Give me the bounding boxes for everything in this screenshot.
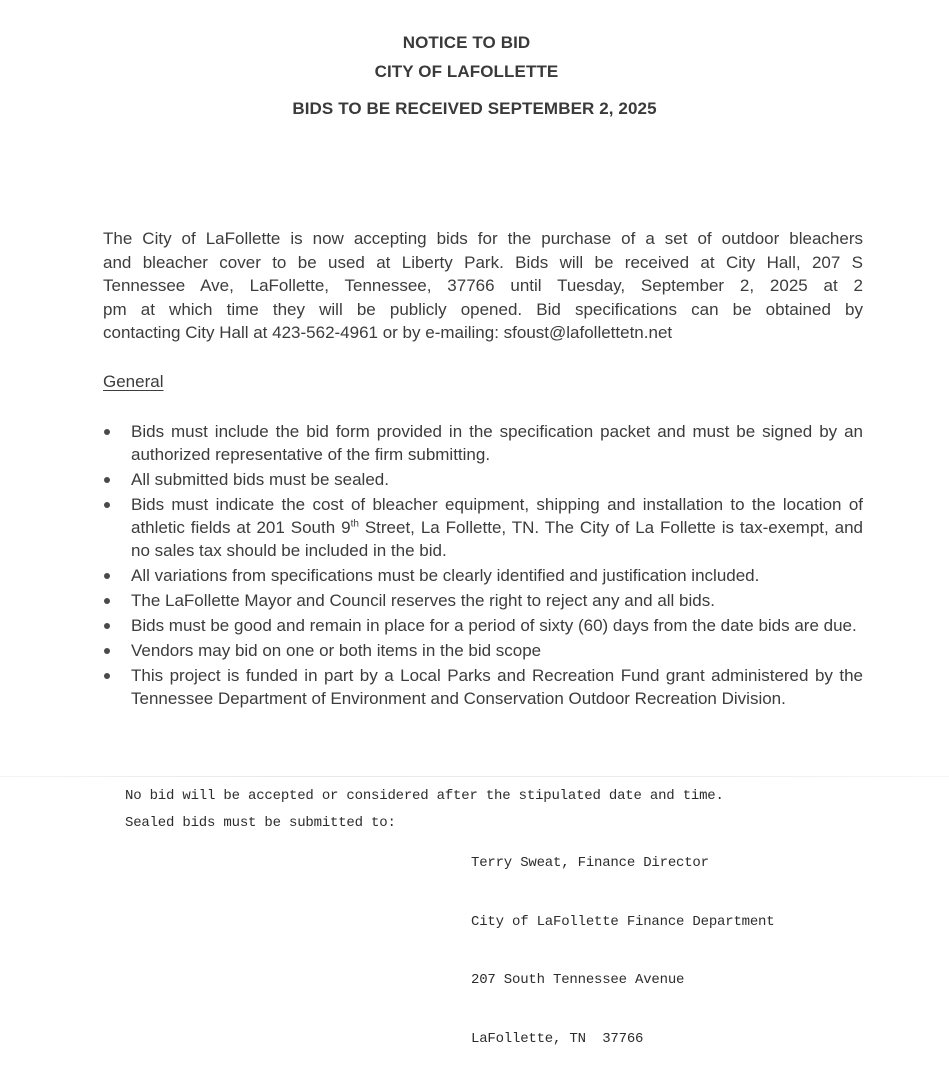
submit-label: Sealed bids must be submitted to: <box>125 815 396 831</box>
mailing-address <box>471 815 774 1088</box>
bullet-text: Bids must include the bid form provided in the specification packet and must be signed by an authorized representative of the firm submitting. <box>131 422 863 464</box>
bullet-icon <box>104 673 110 679</box>
address-line: LaFollette, TN 37766 <box>471 1030 644 1047</box>
intro-line: pm at which time they will be publicly opened. Bid specifications can be obtained by <box>103 299 863 319</box>
intro-paragraph <box>103 227 863 345</box>
address-line: 207 South Tennessee Avenue <box>471 972 685 988</box>
bullet-item <box>103 664 863 710</box>
general-bullet-list <box>103 420 863 712</box>
address-line: Terry Sweat, Finance Director <box>471 855 709 871</box>
bullet-text <box>131 493 863 562</box>
general-section-heading: General <box>103 372 164 391</box>
deadline-notice: No bid will be accepted or considered after the stipulated date and time. <box>125 788 724 804</box>
bullet-icon <box>104 573 110 579</box>
bullet-icon <box>104 477 110 483</box>
bullet-text: Vendors may bid on one or both items in the bid scope <box>131 641 542 660</box>
bullet-item <box>103 564 863 587</box>
bullet-icon <box>104 598 110 604</box>
bullet-icon <box>104 502 110 508</box>
bullet-item <box>103 639 863 662</box>
bullet-item <box>103 614 863 637</box>
ordinal-suffix: th <box>350 518 359 530</box>
bullet-text-part: Bids must indicate the cost of bleacher equipment, shipping and installation to the location of athletic fields at 201 South 9 <box>131 495 863 537</box>
bullet-item <box>103 468 863 491</box>
bullet-icon <box>104 648 110 654</box>
intro-line: and bleacher cover to be used at Liberty Park. Bids will be received at City Hall, 207 S <box>103 252 863 272</box>
bullet-text: All submitted bids must be sealed. <box>131 470 389 489</box>
bullet-item <box>103 589 863 612</box>
bid-date-heading: BIDS TO BE RECEIVED SEPTEMBER 2, 2025 <box>292 99 657 118</box>
bullet-text: Bids must be good and remain in place for a period of sixty (60) days from the date bids are due. <box>131 616 857 635</box>
intro-line: The City of LaFollette is now accepting bids for the purchase of a set of outdoor bleachers <box>103 229 863 248</box>
bullet-item <box>103 493 863 562</box>
intro-line: Tennessee Ave, LaFollette, Tennessee, 37766 until Tuesday, September 2, 2025 at 2 <box>103 276 863 295</box>
bullet-text: The LaFollette Mayor and Council reserves the right to reject any and all bids. <box>131 591 715 610</box>
bullet-text-part: Street, La Follette, TN. The City of La Follette is tax-exempt, and no sales tax should be included in the bid. <box>131 518 863 560</box>
bullet-icon <box>104 429 110 435</box>
address-line: City of LaFollette Finance Department <box>471 913 775 930</box>
city-name-heading: CITY OF LAFOLLETTE <box>374 62 559 81</box>
bullet-text: This project is funded in part by a Local Parks and Recreation Fund grant administered by the Tennessee Department of Environment and Conservation Outdoor Recreation Division. <box>131 666 863 708</box>
notice-title: NOTICE TO BID <box>402 33 531 52</box>
bullet-icon <box>104 623 110 629</box>
bullet-text: All variations from specifications must be clearly identified and justification included. <box>131 566 760 585</box>
intro-line: contacting City Hall at 423-562-4961 or by e-mailing: sfoust@lafollettetn.net <box>103 323 673 342</box>
bullet-item <box>103 420 863 466</box>
scan-divider <box>0 776 949 777</box>
